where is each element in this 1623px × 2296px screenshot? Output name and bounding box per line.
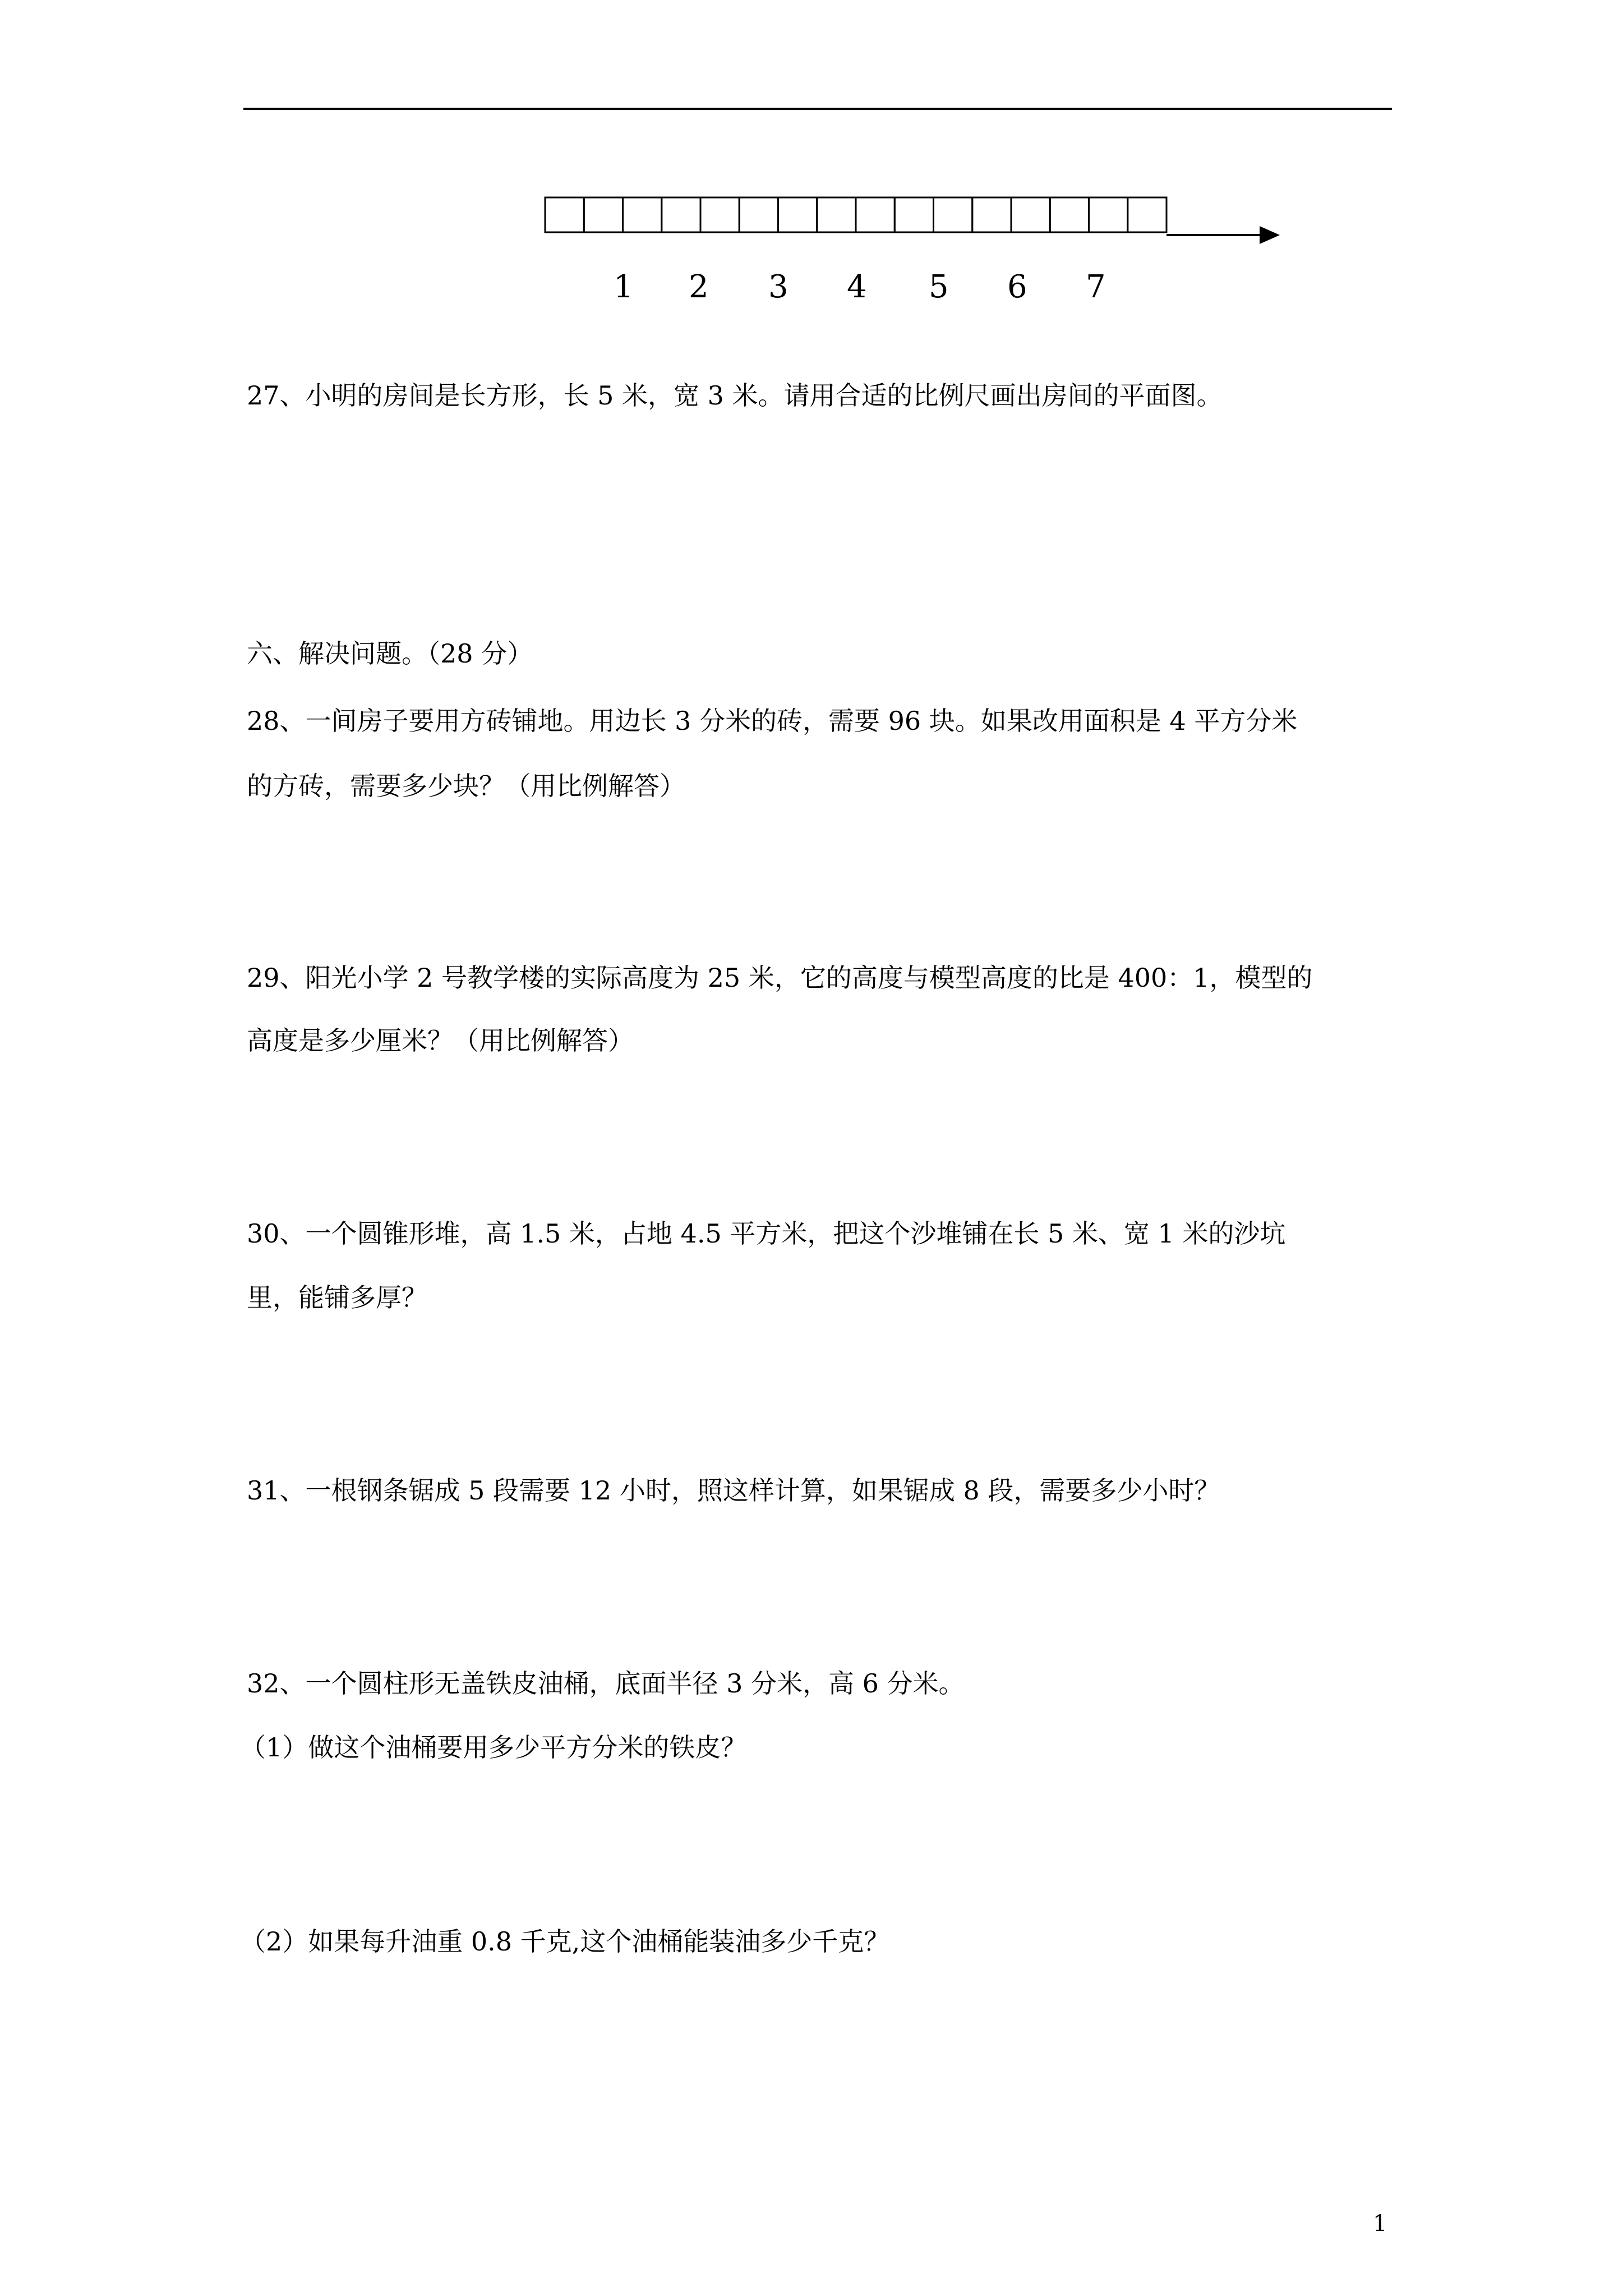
ruler-cell: [856, 197, 895, 232]
ruler-cell: [817, 197, 856, 232]
ruler-grid: [544, 195, 1284, 268]
ruler-cell: [1050, 197, 1089, 232]
question-30-line-2: 里，能铺多厚？: [247, 1282, 427, 1313]
ruler-cell: [934, 197, 972, 232]
ruler-label-3: 3: [768, 269, 789, 305]
number-line-ruler: [544, 195, 1284, 305]
question-30-line-1: 30、一个圆锥形堆，高 1.5 米，占地 4.5 平方米，把这个沙堆铺在长 5 米、宽 1 米的沙坑: [247, 1218, 1286, 1249]
question-29-line-1: 29、阳光小学 2 号教学楼的实际高度为 25 米，它的高度与模型高度的比是 400：1，模型的: [247, 963, 1313, 993]
ruler-label-7: 7: [1086, 269, 1106, 305]
ruler-cell: [545, 197, 584, 232]
question-28-line-1: 28、一间房子要用方砖铺地。用边长 3 分米的砖，需要 96 块。如果改用面积是 4 平方分米: [247, 706, 1298, 736]
ruler-cell: [1089, 197, 1128, 232]
ruler-cell: [1011, 197, 1050, 232]
ruler-cell: [778, 197, 817, 232]
ruler-label-4: 4: [847, 269, 867, 305]
question-29-line-2: 高度是多少厘米？（用比例解答）: [247, 1025, 634, 1056]
header-rule: [243, 108, 1392, 110]
question-31: 31、一根钢条锯成 5 段需要 12 小时，照这样计算，如果锯成 8 段，需要多少小时？: [247, 1475, 1220, 1506]
ruler-label-2: 2: [689, 269, 709, 305]
ruler-cell: [662, 197, 700, 232]
ruler-cell: [623, 197, 662, 232]
ruler-label-1: 1: [614, 269, 634, 305]
question-32-part-2: （2）如果每升油重 0.8 千克,这个油桶能装油多少千克？: [240, 1926, 890, 1957]
ruler-label-6: 6: [1007, 269, 1027, 305]
ruler-cell: [895, 197, 933, 232]
ruler-cell: [739, 197, 778, 232]
question-27: 27、小明的房间是长方形，长 5 米，宽 3 米。请用合适的比例尺画出房间的平面图。: [247, 380, 1223, 411]
question-32-stem: 32、一个圆柱形无盖铁皮油桶，底面半径 3 分米，高 6 分米。: [247, 1668, 965, 1699]
ruler-cell: [584, 197, 623, 232]
question-32-part-1: （1）做这个油桶要用多少平方分米的铁皮？: [240, 1732, 747, 1763]
ruler-cell: [700, 197, 739, 232]
ruler-cell: [972, 197, 1011, 232]
ruler-cell: [1128, 197, 1166, 232]
question-28-line-2: 的方砖，需要多少块？（用比例解答）: [247, 771, 685, 801]
ruler-label-5: 5: [929, 269, 949, 305]
page-number: 1: [1373, 2211, 1387, 2237]
ruler-arrow-head: [1260, 226, 1280, 244]
section-six-heading: 六、解决问题。（28 分）: [247, 638, 533, 669]
